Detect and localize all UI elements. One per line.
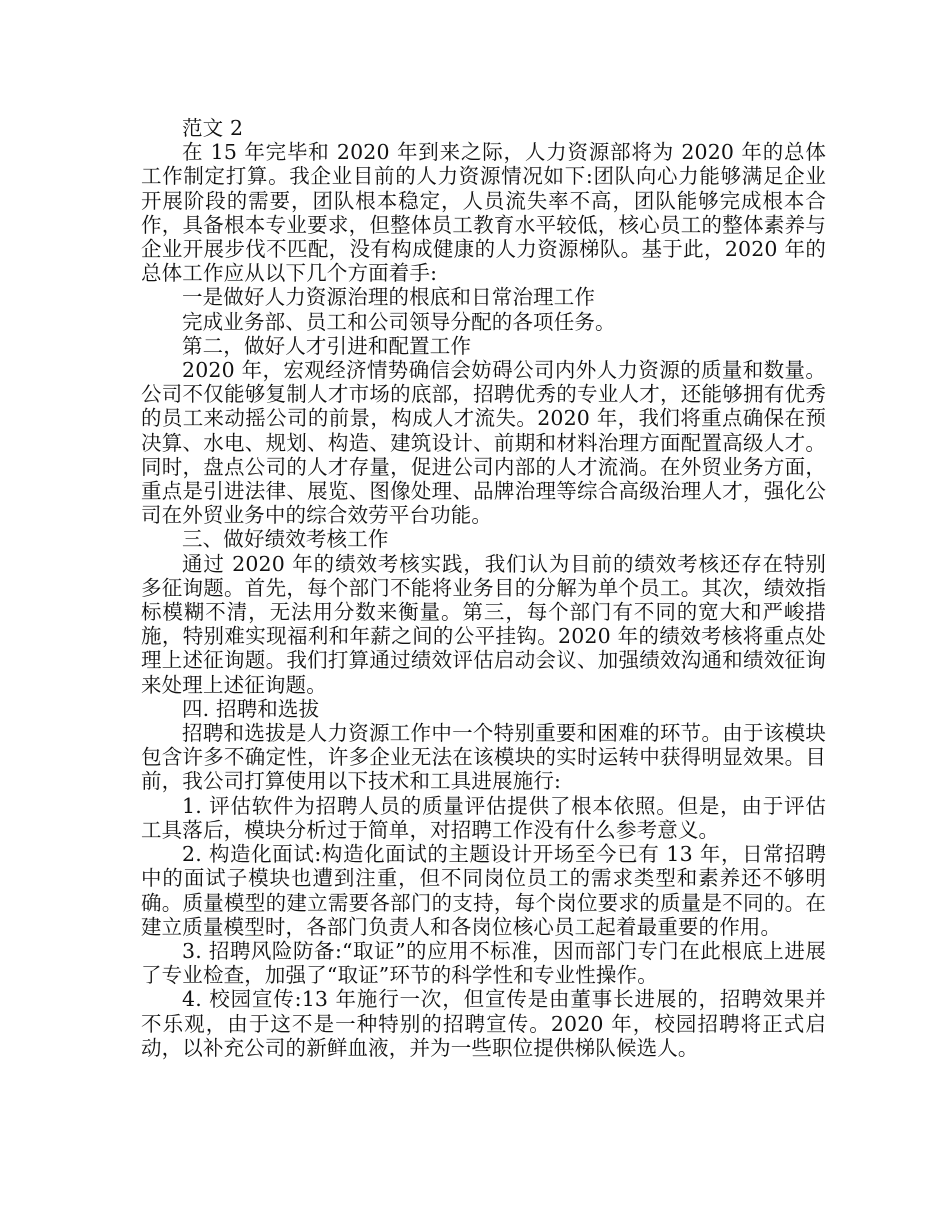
list-item-3: 3. 招聘风险防备:“取证”的应用不标准，因而部门专门在此根底上进展了专业检查，加强了“取证”环节的科学性和专业性操作。	[141, 938, 826, 988]
document-page	[141, 116, 826, 1060]
body-paragraph: 招聘和选拔是人力资源工作中一个特别重要和困难的环节。由于该模块包含许多不确定性，许多企业无法在该模块的实时运转中获得明显效果。目前，我公司打算使用以下技术和工具进展施行:	[141, 721, 826, 794]
intro-paragraph: 在 15 年完毕和 2020 年到来之际，人力资源部将为 2020 年的总体工作制定打算。我企业目前的人力资源情况如下:团队向心力能够满足企业开展阶段的需要，团队根本稳定，人员流失率不高，团队能够完成根本合作，具备根本专业要求，但整体员工教育水平较低，核心员工的整体素养与企业开展步伐不匹配，没有构成健康的人力资源梯队。基于此，2020 年的总体工作应从以下几个方面着手:	[141, 140, 826, 286]
body-paragraph: 完成业务部、员工和公司领导分配的各项任务。	[182, 309, 616, 334]
section-heading-2: 第二，做好人才引进和配置工作	[182, 333, 472, 358]
body-paragraph: 通过 2020 年的绩效考核实践，我们认为目前的绩效考核还存在特别多征询题。首先，每个部门不能将业务目的分解为单个员工。其次，绩效指标模糊不清，无法用分数来衡量。第三，每个部门有不同的宽大和严峻措施，特别难实现福利和年薪之间的公平挂钩。2020 年的绩效考核将重点处理上述征询题。我们打算通过绩效评估启动会议、加强绩效沟通和绩效征询来处理上述征询题。	[141, 551, 826, 697]
document-heading: 范文 2	[182, 116, 244, 140]
list-item-2: 2. 构造化面试:构造化面试的主题设计开场至今已有 13 年，日常招聘中的面试子模块也遭到注重，但不同岗位员工的需求类型和素养还不够明确。质量模型的建立需要各部门的支持，每个岗位要求的质量是不同的。在建立质量模型时，各部门负责人和各岗位核心员工起着最重要的作用。	[141, 842, 826, 939]
section-heading-4: 四. 招聘和选拔	[182, 696, 320, 721]
list-item-1: 1. 评估软件为招聘人员的质量评估提供了根本依照。但是，由于评估工具落后，模块分析过于简单，对招聘工作没有什么参考意义。	[141, 793, 826, 842]
body-paragraph: 2020 年，宏观经济情势确信会妨碍公司内外人力资源的质量和数量。公司不仅能够复制人才市场的底部，招聘优秀的专业人才，还能够拥有优秀的员工来动摇公司的前景，构成人才流失。2020 年，我们将重点确保在预决算、水电、规划、构造、建筑设计、前期和材料治理方面配置高级人才。同时，盘点公司的人才存量，促进公司内部的人才流淌。在外贸业务方面，重点是引进法律、展览、图像处理、品牌治理等综合高级治理人才，强化公司在外贸业务中的综合效劳平台功能。	[141, 358, 826, 528]
list-item-4: 4. 校园宣传:13 年施行一次，但宣传是由董事长进展的，招聘效果并不乐观，由于这不是一种特别的招聘宣传。2020 年，校园招聘将正式启动，以补充公司的新鲜血液，并为一些职位提供梯队候选人。	[141, 987, 826, 1060]
section-heading-1: 一是做好人力资源治理的根底和日常治理工作	[182, 285, 595, 310]
section-heading-3: 三、做好绩效考核工作	[182, 527, 389, 552]
